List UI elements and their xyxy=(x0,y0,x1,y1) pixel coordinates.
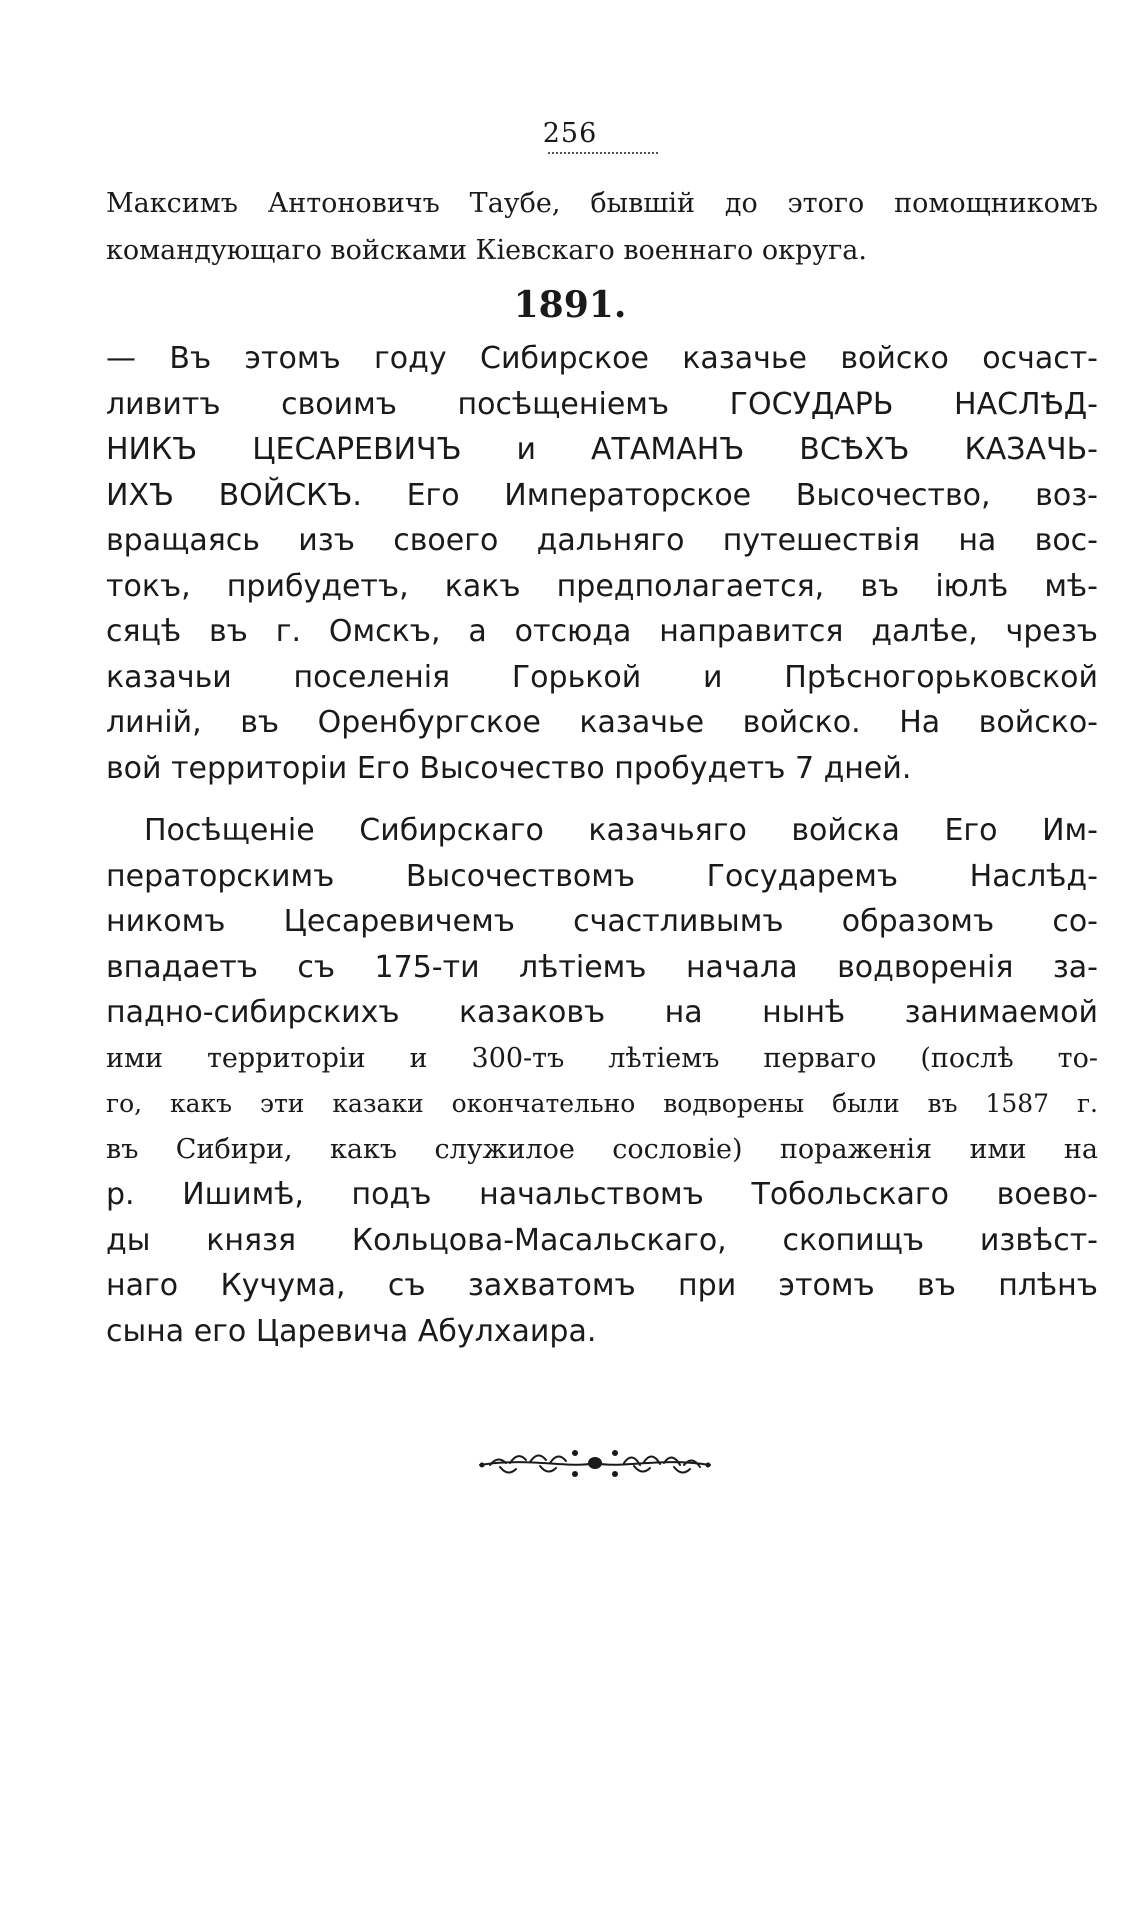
page-number-rule xyxy=(548,152,658,154)
text-line: — Въ этомъ году Сибирское казачье войско осчаст- xyxy=(106,341,1098,376)
text-line: ИХЪ ВОЙСКЪ. Его Императорское Высочество, воз- xyxy=(106,477,1098,513)
text-line: вращаясь изъ своего дальняго путешествія на вос- xyxy=(106,523,1098,558)
paragraph-1 xyxy=(106,336,1098,791)
text-line: Максимъ Антоновичъ Таубе, бывшій до этого помощникомъ xyxy=(106,188,1098,219)
text-line: наго Кучума, съ захватомъ при этомъ въ плѣнъ xyxy=(106,1268,1098,1303)
text-line: го, какъ эти казаки окончательно водворены были въ 1587 г. xyxy=(106,1089,1098,1118)
text-line: сына его Царевича Абулхаира. xyxy=(106,1313,597,1349)
text-line: падно-сибирскихъ казаковъ на нынѣ занимаемой xyxy=(106,995,1098,1030)
text-line: никомъ Цесаревичемъ счастливымъ образомъ со- xyxy=(106,904,1098,939)
text-line: казачьи поселенія Горькой и Прѣсногорьковской xyxy=(106,659,1098,695)
text-line: Посѣщеніе Сибирскаго казачьяго войска Его Им- xyxy=(144,813,1098,848)
text-line: вой территоріи Его Высочество пробудетъ 7 дней. xyxy=(106,750,912,786)
intro-paragraph xyxy=(106,180,1098,274)
text-line: въ Сибири, какъ служилое сословіе) пораженія ими на xyxy=(106,1133,1098,1165)
text-line: токъ, прибудетъ, какъ предполагается, въ іюлѣ мѣ- xyxy=(106,568,1098,604)
text-line: сяцѣ въ г. Омскъ, а отсюда направится далѣе, чрезъ xyxy=(106,614,1098,649)
text-line: НИКЪ ЦЕСАРЕВИЧЪ и АТАМАНЪ ВСѢХЪ КАЗАЧЬ- xyxy=(106,432,1098,467)
text-line: командующаго войсками Кіевскаго военнаго округа. xyxy=(106,235,867,266)
text-line: ды князя Кольцова-Масальскаго, скопищъ извѣст- xyxy=(106,1222,1098,1258)
year-heading: 1891. xyxy=(513,284,627,326)
text-line: впадаетъ съ 175-ти лѣтіемъ начала водворенія за- xyxy=(106,949,1098,985)
paragraph-2 xyxy=(106,808,1098,1354)
floral-vignette-icon xyxy=(470,1443,720,1483)
text-line: линій, въ Оренбургское казачье войско. На войско- xyxy=(106,705,1098,740)
text-line: ператорскимъ Высочествомъ Государемъ Наслѣд- xyxy=(106,858,1098,894)
text-line: ливитъ своимъ посѣщеніемъ ГОСУДАРЬ НАСЛѢД- xyxy=(106,386,1098,422)
page-number: 256 xyxy=(542,118,598,149)
text-line: ими территоріи и 300-тъ лѣтіемъ перваго (послѣ то- xyxy=(106,1042,1098,1074)
text-line: р. Ишимѣ, подъ начальствомъ Тобольскаго воево- xyxy=(106,1177,1098,1212)
